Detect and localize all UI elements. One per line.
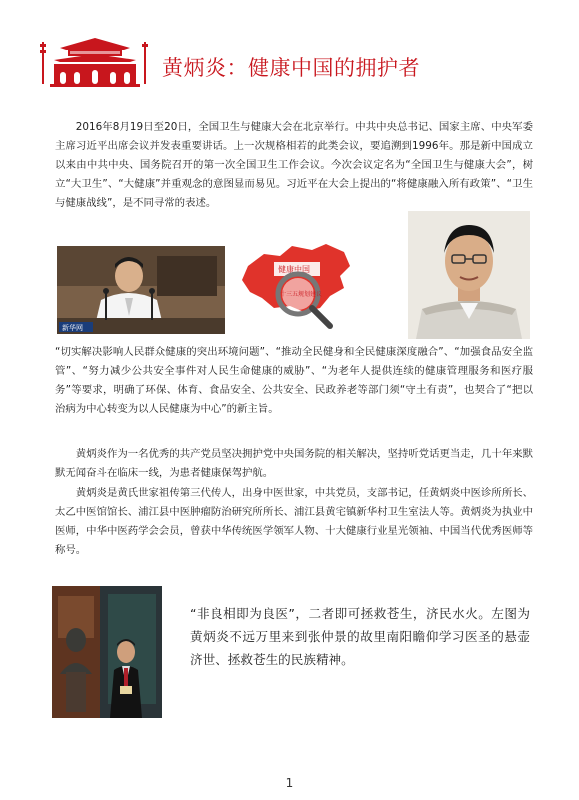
xi-photo-watermark: 新华网 [62,324,83,332]
photo-xi-speech [57,246,225,334]
photo-huang-portrait [408,211,530,339]
page-header [40,36,540,96]
photo-healthy-china-map [234,236,358,330]
map-sub-text: 十三五规划建议 [280,291,323,298]
photo-statue-visit [52,586,162,718]
page-number: 1 [285,776,294,790]
map-banner-text: 健康中国 [278,265,310,274]
tiananmen-icon [40,36,150,88]
paragraph-conference: 2016年8月19日至20日，全国卫生与健康大会在北京举行。中共中央总书记、国家主席、中央军委主席习近平出席会议并发表重要讲话。上一次规格相若的此类会议，要追溯到1996年。那是新中国成立以来由中共中央、国务院召开的第一次全国卫生工作会议。今次会议定名为“全国卫生与健康大会”，树立“大卫生”、“大健康”并重观念的意图显而易见。习近平在大会上提出的“将健康融入所有政策”、“卫生与健康战线”，是不同寻常的表述。 [55,121,533,209]
quote-caption: “非良相即为良医”，二者即可拯救苍生，济民水火。左图为黄炳炎不远万里来到张仲景的故里南阳瞻仰学习医圣的悬壶济世、拯救苍生的民族精神。 [190,606,530,667]
paragraph-party-member: 黄炳炎作为一名优秀的共产党员坚决拥护党中央国务院的相关解决，坚持听党话更当走，几十年来默默无闻奋斗在临床一线，为患者健康保驾护航。 [55,448,533,479]
paragraph-requirements: “切实解决影响人民群众健康的突出环境问题”、“推动全民健身和全民健康深度融合”、“加强食品安全监管”、“努力减少公共安全事件对人民生命健康的威胁”、“为老年人提供连续的健康管理服务和医疗服务”等要求，明确了环保、体育、食品安全、公共安全、民政养老等部门须“守土有责”，也契合了“把以治病为中心转变为以人民健康为中心”的新主旨。 [55,346,533,415]
paragraph-biography: 黄炳炎是黄氏世家祖传第三代传人，出身中医世家，中共党员，支部书记，任黄炳炎中医诊所所长、太乙中医馆馆长、浦江县中医肿瘤防治研究所所长、浦江县黄宅镇新华村卫生室法人等。黄炳炎为执业中医师，中华中医药学会会员，曾获中华传统医学领军人物、十大健康行业星光领袖、中国当代优秀医师等称号。 [55,487,533,556]
page-title: 黄炳炎：健康中国的拥护者 [162,56,420,80]
